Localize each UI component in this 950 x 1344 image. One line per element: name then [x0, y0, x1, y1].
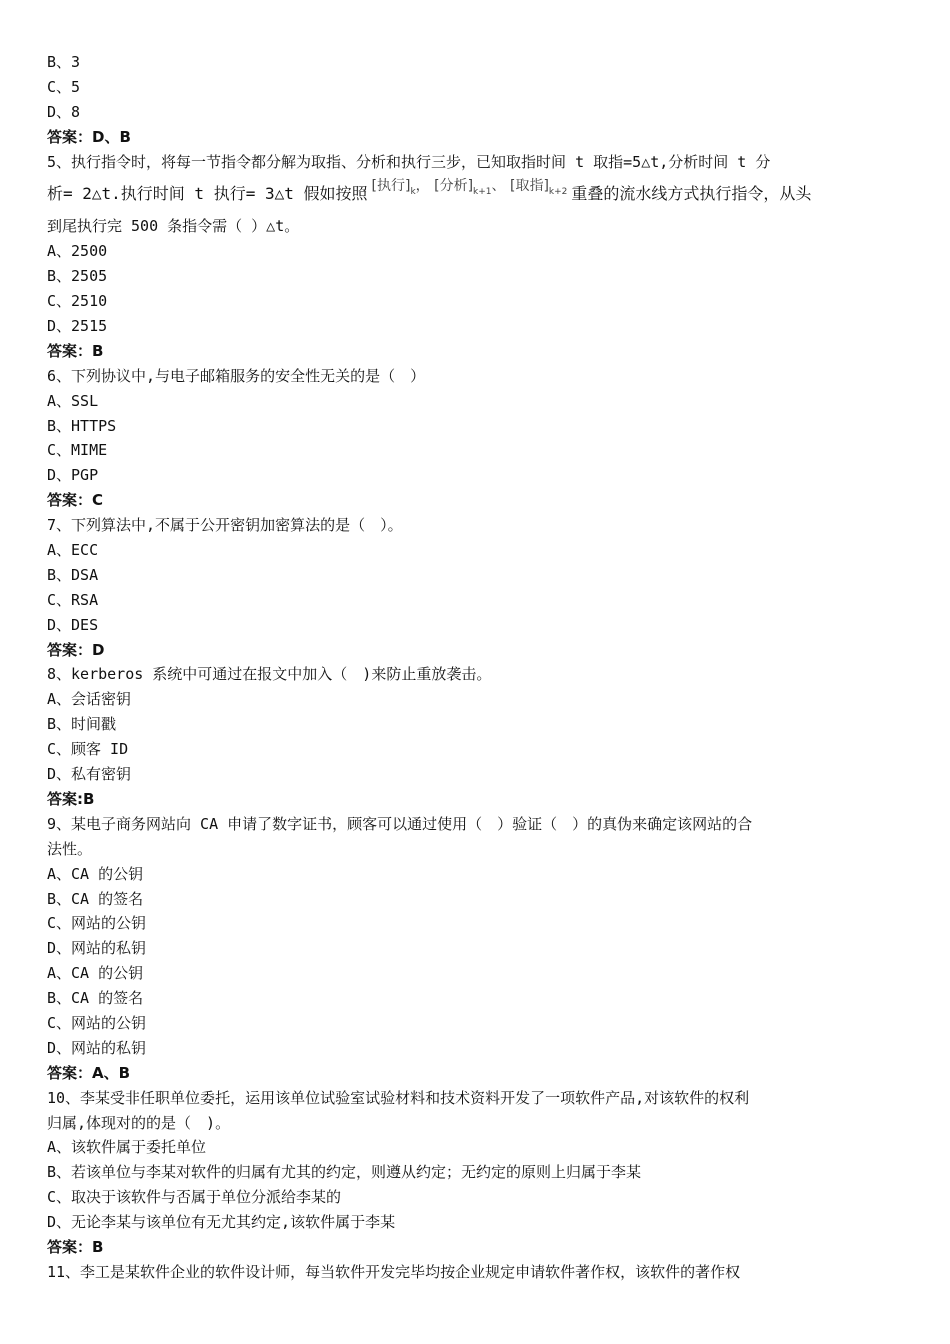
question-8: 8、kerberos 系统中可通过在报文中加入（ )来防止重放袭击。 — [47, 665, 492, 684]
q7-option-c: C、RSA — [47, 590, 99, 609]
question-5-line3: 到尾执行完 500 条指令需（ ）△t。 — [47, 217, 300, 236]
q5-option-b: B、2505 — [47, 267, 108, 286]
q9-option-d-2: D、网站的私钥 — [47, 1038, 147, 1057]
question-5-line2 — [47, 174, 907, 214]
answer-q9: 答案：A、B — [47, 1063, 131, 1082]
formula-sep2: 、 — [491, 177, 506, 194]
question-5-text-a: 析= 2△t.执行时间 t 执行= 3△t 假如按照 — [47, 184, 368, 204]
question-5-line1: 5、执行指令时，将每一节指令都分解为取指、分析和执行三步，已知取指时间 t 取指=5△t,分析时间 t 分 — [47, 152, 771, 171]
formula-sub-k2: k+2 — [548, 186, 568, 197]
question-11-line1: 11、李工是某软件企业的软件设计师，每当软件开发完毕均按企业规定申请软件著作权，该软件的著作权 — [47, 1262, 741, 1281]
q10-option-a: A、该软件属于委托单位 — [47, 1138, 207, 1157]
q8-option-b: B、时间戳 — [47, 715, 117, 734]
q6-option-c: C、MIME — [47, 441, 108, 460]
question-5-text-b: 重叠的流水线方式执行指令，从头 — [571, 184, 812, 204]
q5-option-c: C、2510 — [47, 292, 108, 311]
q5-option-d: D、2515 — [47, 317, 108, 336]
question-9-line2: 法性。 — [47, 839, 93, 858]
q8-option-c: C、顾客 ID — [47, 740, 129, 759]
pipeline-formula — [372, 166, 568, 212]
document-page — [47, 50, 907, 1285]
q6-option-b: B、HTTPS — [47, 416, 117, 435]
question-9-line1: 9、某电子商务网站向 CA 申请了数字证书，顾客可以通过使用（ ）验证（ ）的真伪来确定该网站的合 — [47, 814, 753, 833]
q9-option-c: C、网站的公钥 — [47, 914, 147, 933]
answer-q4: 答案：D、B — [47, 127, 131, 146]
question-10-line2: 归属,体现对的的是（ )。 — [47, 1113, 231, 1132]
q9-option-d: D、网站的私钥 — [47, 939, 147, 958]
q8-option-a: A、会话密钥 — [47, 690, 132, 709]
formula-analyze: [分析] — [434, 177, 474, 194]
q9-option-a: A、CA 的公钥 — [47, 864, 144, 883]
formula-sub-k1: k+1 — [473, 186, 492, 197]
q9-option-b: B、CA 的签名 — [47, 889, 144, 908]
formula-sep1: ， — [415, 177, 430, 194]
answer-q8: 答案:B — [47, 789, 95, 808]
question-7: 7、下列算法中,不属于公开密钥加密算法的是（ ）。 — [47, 516, 403, 535]
q5-option-a: A、2500 — [47, 242, 108, 261]
question-6: 6、下列协议中,与电子邮箱服务的安全性无关的是（ ） — [47, 366, 426, 385]
q9-option-a-2: A、CA 的公钥 — [47, 964, 144, 983]
q7-option-a: A、ECC — [47, 541, 99, 560]
q6-option-a: A、SSL — [47, 391, 99, 410]
answer-q7: 答案：D — [47, 640, 105, 659]
formula-execute: [执行] — [371, 177, 411, 194]
answer-q10: 答案：B — [47, 1237, 104, 1256]
option-c: C、5 — [47, 77, 81, 96]
q10-option-c: C、取决于该软件与否属于单位分派给李某的 — [47, 1188, 342, 1207]
q6-option-d: D、PGP — [47, 466, 99, 485]
option-b: B、3 — [47, 53, 81, 71]
q7-option-d: D、DES — [47, 615, 99, 634]
option-d: D、8 — [47, 102, 81, 121]
answer-q6: 答案：C — [47, 491, 104, 510]
q10-option-b: B、若该单位与李某对软件的归属有尤其的约定，则遵从约定；无约定的原则上归属于李某 — [47, 1163, 642, 1182]
q7-option-b: B、DSA — [47, 565, 99, 584]
q10-option-d: D、无论李某与该单位有无尤其约定,该软件属于李某 — [47, 1213, 396, 1232]
question-10-line1: 10、李某受非任职单位委托，运用该单位试验室试验材料和技术资料开发了一项软件产品,对该软件的权利 — [47, 1088, 750, 1107]
answer-q5: 答案：B — [47, 341, 104, 360]
formula-fetch: [取指] — [509, 177, 549, 194]
formula-sub-k: k — [410, 186, 416, 197]
q9-option-b-2: B、CA 的签名 — [47, 989, 144, 1008]
q9-option-c-2: C、网站的公钥 — [47, 1013, 147, 1032]
q8-option-d: D、私有密钥 — [47, 765, 132, 784]
